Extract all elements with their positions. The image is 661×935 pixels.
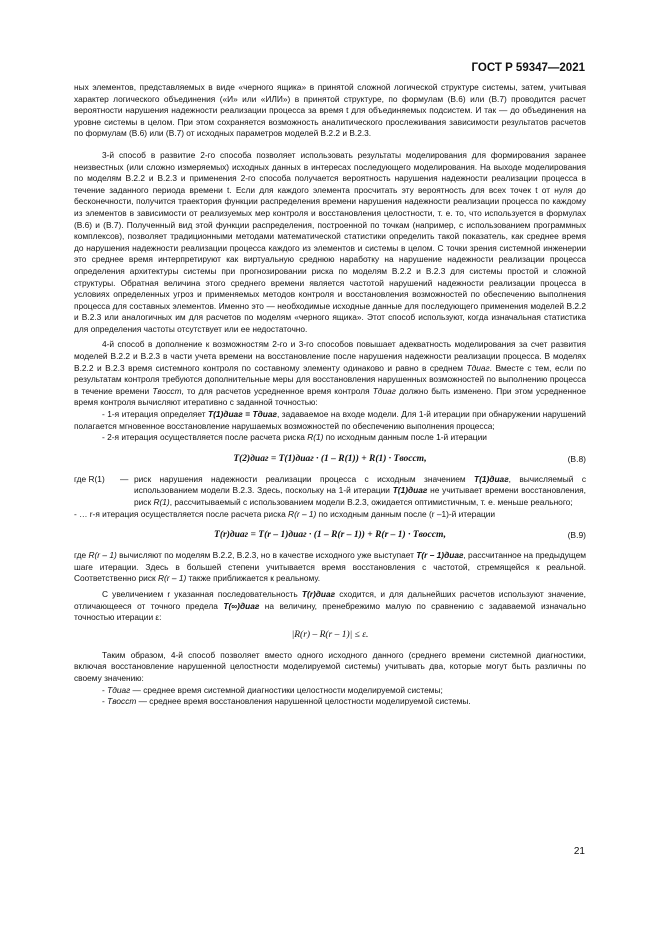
formula-b8	[74, 448, 586, 470]
list-item-t-vosst: - Tвосст — среднее время восстановления нарушенной целостности моделируемой системы.	[102, 696, 471, 707]
symbol-t-diag: Tдиаг	[466, 362, 490, 373]
paragraph-where-r: где R(r – 1) вычисляют по моделям В.2.2, В.2.3, но в качестве исходного уже выступает T(r – 1)диаг, рассчитанное на предыдущем шаге итерации. Здесь в большей степени учитывается время восстановления с частотой, стремящейся к реальной. Соответственно риск R(r – 1) также приближается к реальному.	[74, 550, 587, 584]
page-number: 21	[573, 846, 585, 857]
symbol-t-diag: Tдиаг	[107, 684, 131, 695]
symbol-t1-diag: T(1)диаг	[474, 473, 509, 484]
document-body	[74, 82, 586, 708]
definition-r1	[74, 474, 586, 509]
paragraph-convergence: С увеличением r указанная последовательность T(r)диаг сходится, и для дальнейших расчетов используют значение, отличающееся от точного предела T(∞)диаг на величину, пренебрежимо малую по сравнению с задаваемой изначально точностью итерации ε:	[74, 588, 586, 623]
iteration-2: - 2-я итерация осуществляется после расчета риска R(1) по исходным данным после 1-й итерации	[102, 432, 487, 443]
symbol-r1: R(1)	[153, 497, 170, 507]
definition-text: риск нарушения надежности реализации процесса с исходным значением T(1)диаг, вычисляемый с использованием модели В.2.3. Здесь, поскольку на 1-й итерации T(1)диаг не учитывает времени восстановления, риск R(1), рассчитываемый с использованием модели В.2.3, ожидается оптимистичным, т. е. меньше реального;	[134, 473, 586, 507]
formula-b9-number: (В.9)	[567, 530, 586, 541]
symbol-t1-equation: T(1)диаг = Tдиаг	[208, 409, 277, 420]
iteration-1: - 1-я итерация определяет T(1)диаг = Tдиаг, задаваемое на входе модели. Для 1-й итерации при обнаружении нарушений полагается мгновенное восстановление нарушаемых возможностей по обеспечению выполнения процесса;	[74, 409, 586, 431]
symbol-r-rm1: R(r – 1)	[88, 550, 117, 561]
list-item-t-diag: - Tдиаг — среднее время системной диагностики целостности моделируемой системы;	[102, 684, 443, 695]
symbol-tr-minus1: T(r – 1)диаг	[416, 550, 464, 561]
iteration-r: - … r-я итерация осуществляется после расчета риска R(r – 1) по исходным данным после (r –1)-й итерации	[74, 508, 496, 519]
paragraph-1: ных элементов, представляемых в виде «черного ящика» в принятой сложной логической структуре системы, затем, учитывая характер логического объединения («И» или «ИЛИ») в принятой структуре, по формулам (В.6) или (В.7) проводится расчет вероятности нарушения надежности реализации процесса за время t для объединяемых подсистем. И так — до объединения на уровне системы в целом. При этом сохраняется возможность аналитического прослеживания зависимости результатов расчетов по формулам (В.6) или (В.7) от исходных параметров моделей В.2.2 и В.2.3.	[74, 82, 586, 139]
formula-b9	[74, 524, 586, 546]
paragraph-method-4: 4-й способ в дополнение к возможностям 2-го и 3-го способов повышает адекватность моделирования за счет развития моделей В.2.2 и В.2.3 в части учета времени на восстановление после нарушения надежности реализации процесса. В моделях В.2.2 и В.2.3 время системного контроля по составному элементу одинаково и равно в среднем Tдиаг. Вместе с тем, если по результатам контроля требуются дополнительные меры для восстановления нарушенных возможностей по выполнению процесса в течение времени Tвосст, то для расчетов усредненное время контроля Tдиаг должно быть изменено. При этом усредненное время контроля вычисляют итеративно с заданной точностью:	[74, 339, 587, 408]
symbol-r-rm1: R(r – 1)	[288, 508, 317, 519]
paragraph-method-3: 3-й способ в развитие 2-го способа позволяет использовать результаты моделирования для формирования заранее неизвестных (или сложно измеряемых) исходных данных в интересах последующего моделирования. На выходе моделирования по моделям В.2.2 и В.2.3 и применения 2-го способа получается вероятность нарушения надежности реализации процесса в течение заданного периода времени t. Если для каждого элемента просчитать эту вероятность для всех точек t от нуля до бесконечности, получится траектория функции распределения времени нарушения надежности реализации процесса по каждому из элементов в зависимости от реализуемых мер контроля и восстановления целостности, т. е. то, что используется в формулах (В.6) и (В.7). Полученный вид этой функции распределения, построенной по точкам (например, с использованием программных комплексов), позволяет традиционными методами математической статистики определить такой показатель, как среднее время до нарушения надежности реализации процесса каждого из элементов и системы в целом. С точки зрения системной инженерии это среднее время интерпретируют как виртуальную среднюю наработку на нарушение надежности реализации процесса определения архитектуры системы при прогнозировании риска по моделям В.2.2 и В.2.3 для системы простой и сложной структуры. Обратная величина этого среднего времени является частотой нарушений надежности реализации процесса в условиях определенных угроз и применяемых методов контроля и восстановления возможностей по обеспечению выполнения процесса для составных элементов. Именно это — необходимые исходные данные для последующего применения моделей В.2.2 и В.2.3 или аналогичных им для расчетов по моделям «черного ящика». Этот способ используют, когда изначальная статистика для определения частоты отсутствует или ее недостаточно.	[74, 149, 586, 334]
formula-epsilon-expression: |R(r) – R(r – 1)| ≤ ε.	[291, 629, 369, 640]
formula-b8-expression: T(2)диаг = T(1)диаг · (1 – R(1)) + R(1) · Tвосст,	[233, 453, 427, 464]
symbol-tr-seq: T(r)диаг	[301, 588, 336, 599]
symbol-t1-diag: T(1)диаг	[392, 485, 428, 496]
symbol-t-vosst: Tвосст	[152, 385, 182, 396]
definition-term: где R(1)	[74, 473, 105, 484]
formula-b9-expression: T(r)диаг = T(r – 1)диаг · (1 – R(r – 1)) + R(r – 1) · Tвосст,	[214, 530, 446, 541]
symbol-t-inf: T(∞)диаг	[223, 600, 260, 611]
symbol-t-diag: Tдиаг	[372, 385, 396, 396]
formula-b8-number: (В.8)	[567, 453, 586, 464]
document-header: ГОСТ Р 59347—2021	[471, 62, 585, 74]
paragraph-summary: Таким образом, 4-й способ позволяет вместо одного исходного данного (среднего времени системной диагностики, включая восстановление нарушенной целостности моделируемой системы) учитывать два, которые могут быть различны по своему значению:	[74, 649, 586, 683]
symbol-r1: R(1)	[307, 432, 324, 443]
definition-dash: —	[120, 473, 129, 484]
symbol-r-rm1: R(r – 1)	[157, 573, 187, 584]
symbol-t-vosst: Tвосст	[107, 696, 137, 707]
formula-epsilon	[74, 624, 586, 646]
